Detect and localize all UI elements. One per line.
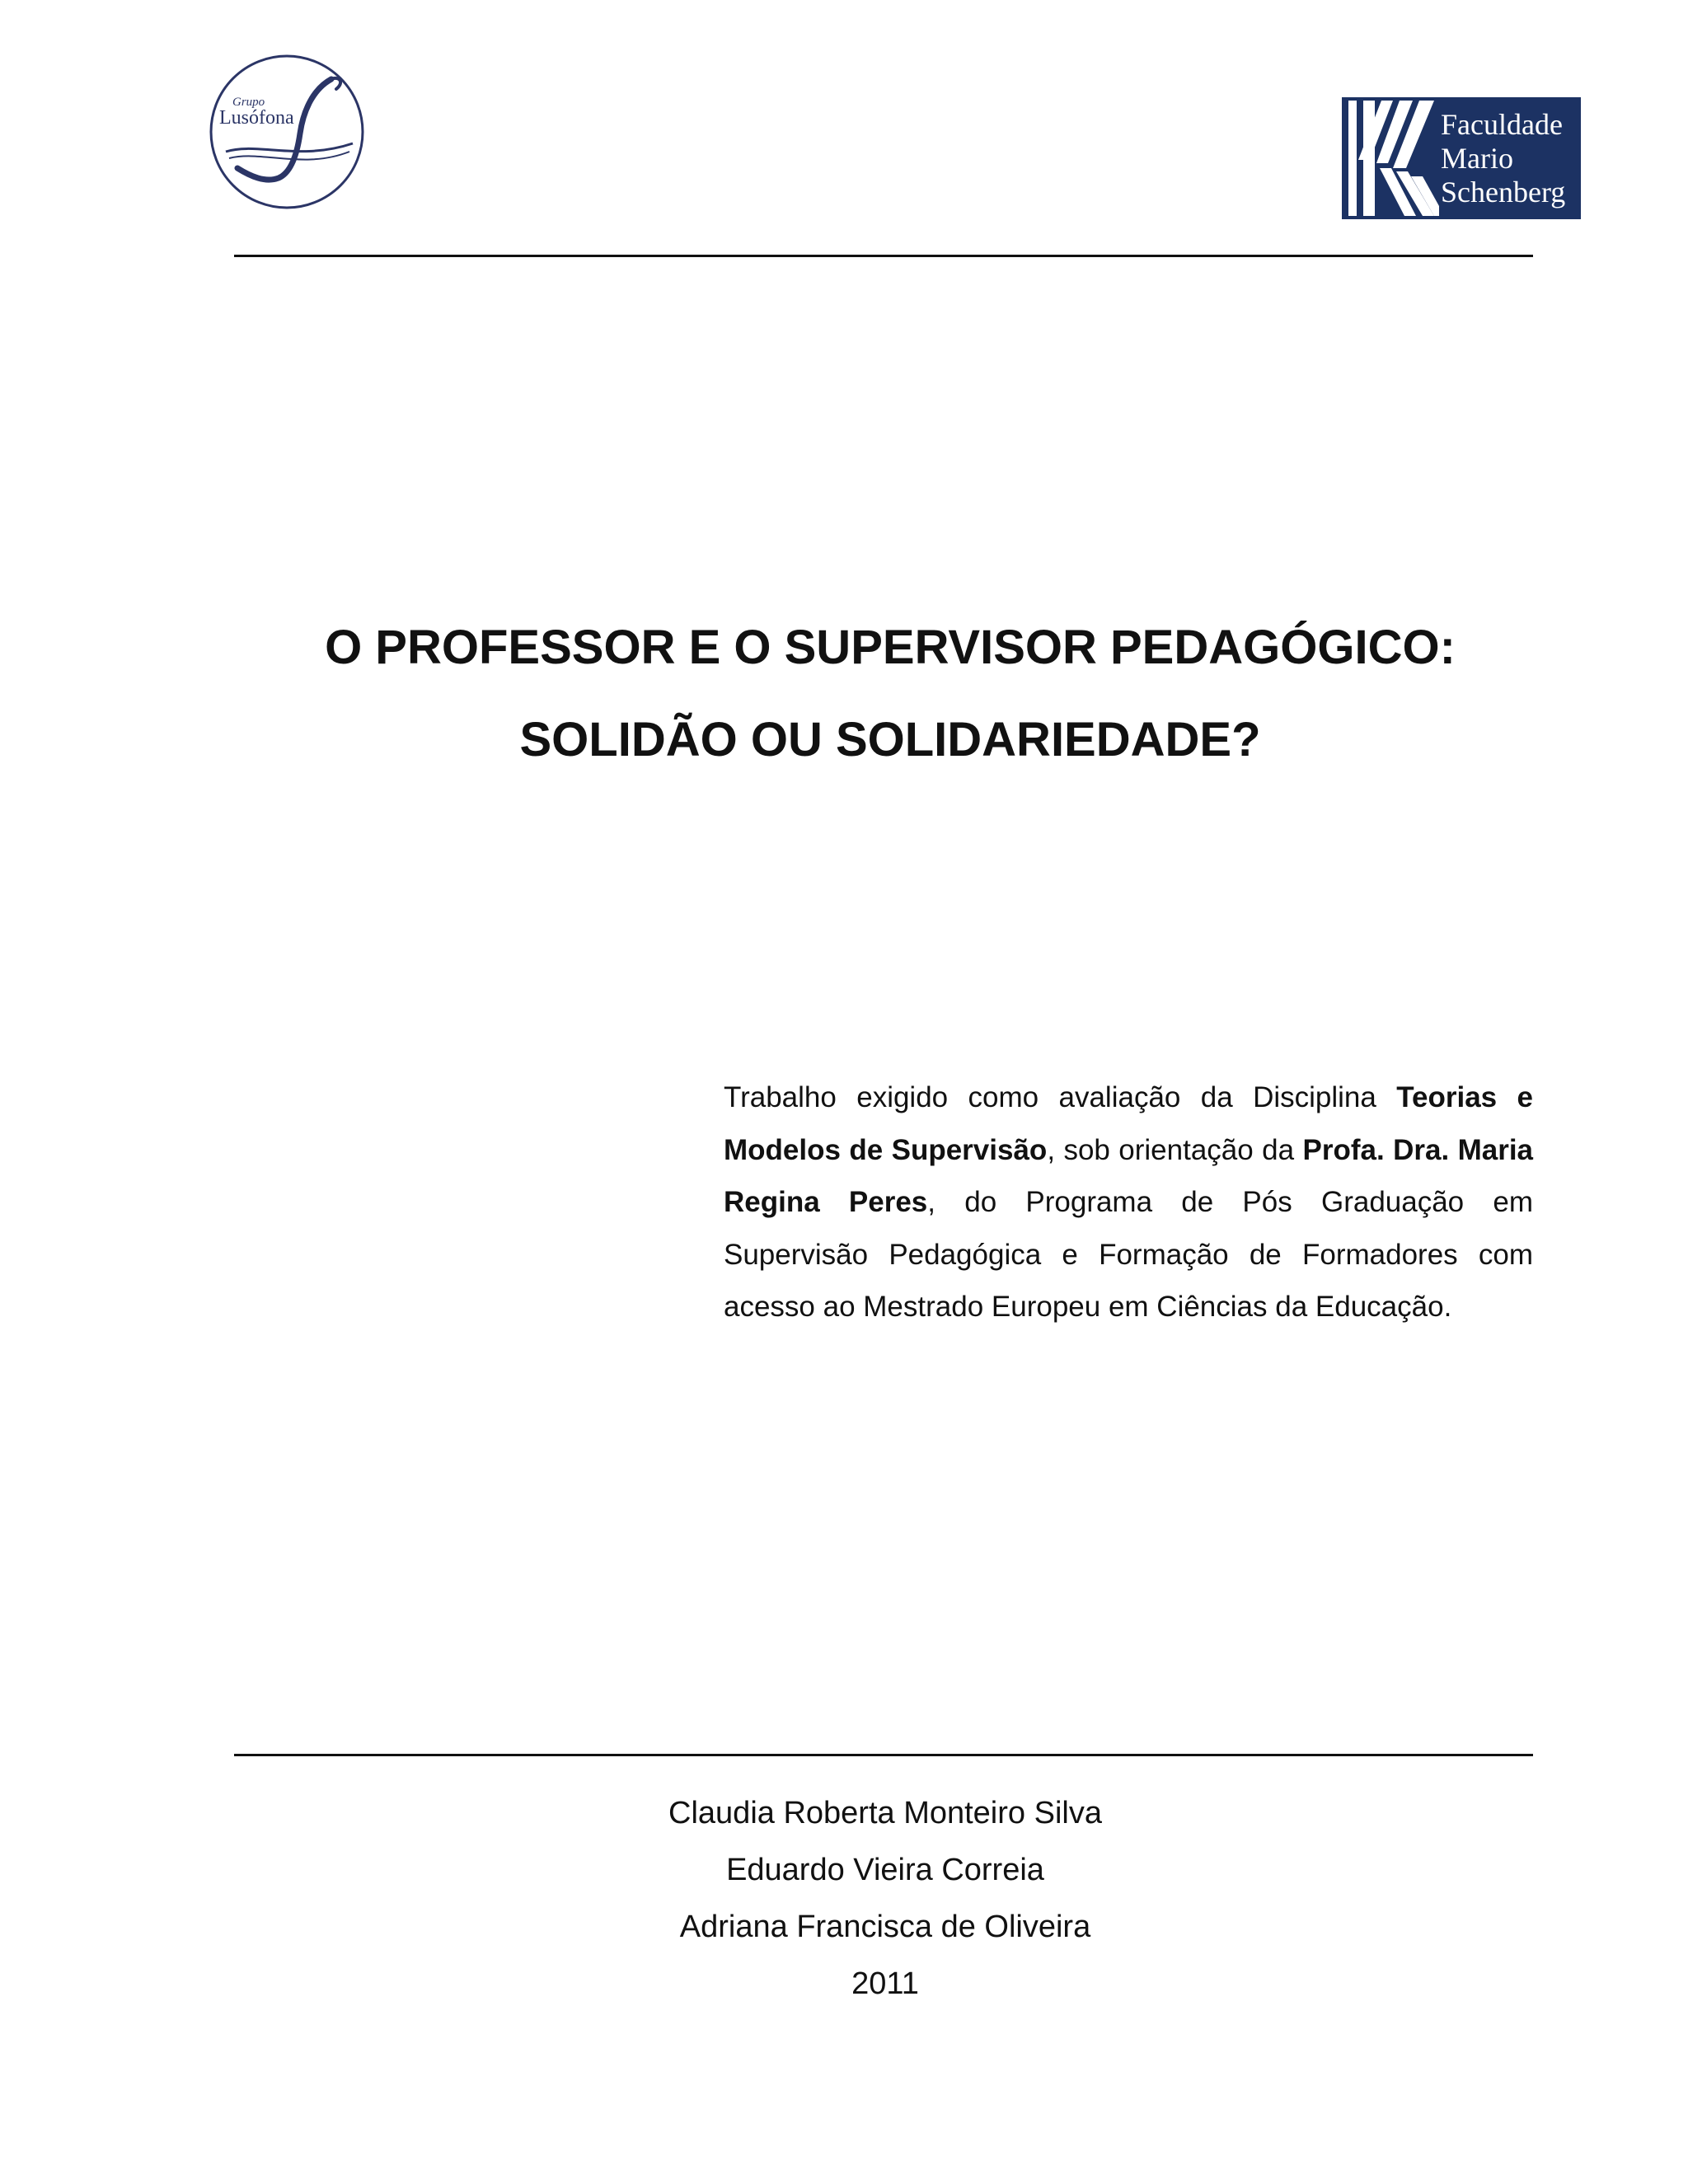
title-line-1: O PROFESSOR E O SUPERVISOR PEDAGÓGICO: — [325, 621, 1456, 674]
publication-year: 2011 — [851, 1966, 919, 2001]
footer-divider — [234, 1754, 1533, 1756]
document-title — [165, 602, 1615, 786]
advisor-name: Profa. Dra. Maria Regina Peres — [724, 1133, 1534, 1218]
author-1: Claudia Roberta Monteiro Silva — [668, 1796, 1102, 1830]
authors-block — [495, 1785, 1276, 2013]
lusofona-main-text: Lusófona — [219, 107, 294, 129]
header-divider — [234, 255, 1533, 257]
fms-line-1: Faculdade — [1441, 107, 1563, 141]
fms-line-3: Schenberg — [1441, 175, 1566, 209]
abstract-text-3: , do Programa de Pós Graduação em Supervisão Pedagógica e Formação de Formadores com acesso ao Mestrado Europeu em Ciências da Educação. — [724, 1186, 1533, 1323]
title-line-2: SOLIDÃO OU SOLIDARIEDADE? — [519, 713, 1261, 766]
fms-line-2: Mario — [1441, 141, 1513, 175]
grupo-lusofona-logo — [208, 53, 366, 211]
fms-emblem-icon — [1342, 97, 1439, 219]
fms-wordmark — [1439, 97, 1581, 219]
discipline-name: Teorias e Modelos de Supervisão — [724, 1081, 1533, 1166]
work-description — [724, 1071, 1533, 1333]
abstract-text-2: , sob orientação da — [1047, 1133, 1303, 1166]
lusofona-small-text: Grupo — [232, 96, 265, 109]
faculdade-mario-schenberg-logo — [1342, 97, 1581, 219]
abstract-text-1: Trabalho exigido como avaliação da Disciplina — [724, 1081, 1397, 1113]
author-3: Adriana Francisca de Oliveira — [679, 1910, 1091, 1944]
author-2: Eduardo Vieira Correia — [726, 1853, 1044, 1887]
